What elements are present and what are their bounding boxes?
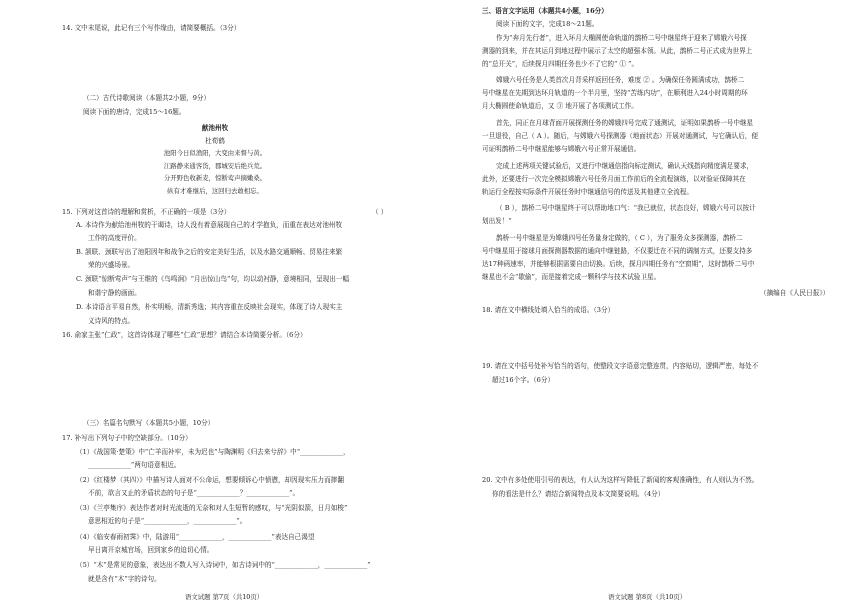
para-1-line: 作为“奔月先行者”，进入环月大椭圆使命轨道的鹊桥二号中继星终于迎来了嫦娥六号探: [496, 34, 747, 42]
section-3-title: （三）名篇名句默写（本题共5小题，10分）: [83, 419, 215, 427]
para-6-line: 达17种码速率，并能够根据需要自由切换。后续，探月四期任务有“空窗期”，这时鹊桥二号中: [482, 260, 755, 268]
option-d-cont: 义诗风的特点。: [88, 317, 135, 325]
para-3-line: 一旦退役，自己（ A ）。随后，与嫦娥六号探测器（地面状态）开展对通测试，与它确认后，便: [482, 132, 758, 140]
question-16: 16. 俞家主张“仁政”，这首诗体现了哪些“仁政”思想？请结合本诗简要分析。（6分）: [62, 331, 307, 339]
para-4-line: 轨运行全程按实际条件开展任务时中继通信号的传送及其他建立全流程。: [482, 188, 693, 196]
option-c-cont: 和谐宁静的画面。: [88, 289, 141, 297]
poem-line: 江路静来通客货，郡城安后绝兵荒。: [163, 161, 267, 170]
fill-item: （5）“木”是常见的意象，表达出不数人写入诗词中，如古诗词中的“_____________，_____________”: [76, 561, 371, 569]
para-1-line: 测器的到来，并在其运月到地过程中展示了太空的超强本领。从此，鹊桥二号正式成为世界上: [482, 47, 753, 55]
option-b: B. 颔联、颈联写出了池阳因年和战争之后的安定美好生活，以及水路交通顺畅、贸易往来繁: [76, 248, 343, 256]
question-19-cont: 超过16个字。（6分）: [492, 376, 555, 384]
fill-item: （1）《战国策·楚策》中“亡羊而补牢，未为迟也”与陶渊明《归去来兮辞》中“_____________，: [76, 448, 350, 456]
para-1-line: 的“总开关”，后续探月四期任务也少不了它的“ ① ”。: [482, 60, 639, 68]
question-20: 20. 文中有多处使用引号的表达，有人认为这样写降低了新闻的客观准确性，有人则认为不然。: [482, 476, 759, 484]
page-footer: 语文试题 第8页（共10页）: [608, 593, 687, 601]
para-3-line: 首先，同正在月球背面开展探测任务的嫦娥四号完成了通测试，证明如果鹊桥一号中继星: [496, 119, 754, 127]
question-14: 14. 文中末尾说，此记有三个写作缘由，请简要概括。（3分）: [62, 24, 241, 32]
option-c: C. 颈联“惊断莺声”与王维的《鸟鸣涧》“月出惊山鸟”句，均以动衬静，意境相同，呈现出一幅: [76, 275, 350, 283]
para-2-line: 号中继星在先期到达环月轨道的一个半月里，坚持“苦练内功”，在顺利进入24小时周期的环: [482, 89, 748, 97]
poem-body: [100, 147, 330, 197]
fill-item: （4）《临安春雨初霁》中，陆游用“_____________，_____________”表达自己渴望: [76, 533, 315, 541]
option-b-cont: 荣的兴盛场景。: [88, 261, 135, 269]
reading-intro: 阅读下面的文字，完成18～21题。: [496, 20, 599, 28]
para-4-line: 此外，还要进行一次完全模拟嫦娥六号任务月面工作前后的全流程演练，以对验证保障其在: [482, 175, 746, 183]
question-19: 19. 请在文中括号处补写恰当的语句，使整段文字语意完整连贯，内容贴切，逻辑严密，每处不: [482, 362, 759, 370]
fill-item-cont: _____________”两句语意相近。: [88, 461, 181, 469]
para-6-line: 鹊桥一号中继星是为嫦娥四号任务量身定做的，（ C ），为了服务众多探测器，鹊桥二: [496, 234, 743, 242]
section-title: 三、语言文字运用（本题共4小题，16分）: [482, 7, 608, 15]
fill-item: （2）《红楼梦（其四）》中描写诗人面对不公命运，想要倾诉心中愤懑，却因现实压力而摔翻: [76, 476, 344, 484]
para-5-line: 划出发！”: [482, 217, 512, 225]
poem-line: 纵有才难继后，这回归去敢相忘。: [167, 186, 263, 195]
question-18: 18. 请在文中横线处填入恰当的成语。（3分）: [482, 306, 615, 314]
para-3-line: 可证明鹊桥二号中继星能够与嫦娥六号正常开展通信。: [482, 145, 641, 153]
option-a-cont: 工作的高度评价。: [88, 234, 141, 242]
poem-line: 分开野色收新麦，惊断莺声摘嫩桑。: [163, 174, 267, 182]
question-20-cont: 你的看法是什么？请结合新闻特点及本文简要说明。（4分）: [492, 490, 665, 498]
para-4-line: 完成上述两项关键试验后，又进行中继通信指向标定测试，确认天线指向精度满足要求，: [496, 162, 754, 170]
fill-item-cont: 不前，欲言又止的矛盾状态的句子是“_____________？_____________”。: [88, 489, 300, 497]
section-2-intro: 阅读下面的唐诗，完成15～16题。: [83, 108, 186, 116]
page-8: [430, 0, 860, 608]
source-note: （摘编自《人民日报》）: [760, 289, 830, 297]
fill-item-cont: 早日离开京城官场，回到家乡的迫切心情。: [88, 546, 214, 554]
question-17: 17. 补写出下列句子中的空缺部分。（10分）: [62, 434, 192, 442]
para-6-line: 号中继星用于接球月面探测器数据的通向中继链路，不仅要迁在不同的调制方式，还要支持多: [482, 247, 753, 255]
para-2-line: 月大椭圆使命轨道后，又 ③ 地开展了各项测试工作。: [482, 102, 638, 110]
option-a: A. 本诗作为献给池州牧的干谒诗，诗人没有着意展现自己的才学抱负，而重在表达对池州牧: [76, 221, 343, 229]
option-d: D. 本诗语言平易自然，朴实明畅，清新秀逸；其内容重在反映社会现实，体现了诗人现实主: [76, 303, 343, 311]
para-5-line: （ B ），鹊桥二号中继星终于可以帮助地口气：“我已就位，状态良好，嫦娥六号可以按计: [496, 204, 756, 212]
fill-item-cont: 意思相近的句子是“_____________，_____________”。: [88, 517, 247, 525]
poem-line: 池阳今日似渔阳，大变由来督与黄。: [163, 149, 267, 157]
section-2-title: （二）古代诗歌阅读（本题共2小题，9分）: [83, 94, 211, 102]
fill-item: （3）《兰亭集序》表达作者对时光流逝的无奈和对人生短暂的感叹，与“光阴似箭，日月如梭”: [76, 504, 348, 512]
answer-paren: （ ）: [372, 208, 388, 216]
poem-title: 献池州牧: [201, 124, 229, 132]
para-2-line: 嫦娥六号任务是人类首次月背采样返回任务，难度 ② 。为确保任务圆满成功，鹊桥二: [496, 76, 745, 84]
page-footer: 语文试题 第7页（共10页）: [185, 593, 264, 601]
para-6-line: 继星也不会“歇偷”，而是接着完成一颗科学与技术试验卫星。: [482, 273, 661, 281]
poem-author: 杜荀鹤: [205, 137, 225, 145]
question-15: 15. 下列对这首诗的理解和赏析，不正确的一项是（3分）: [62, 208, 231, 216]
fill-item-cont: 就是含有“木”字的诗句。: [88, 575, 161, 583]
